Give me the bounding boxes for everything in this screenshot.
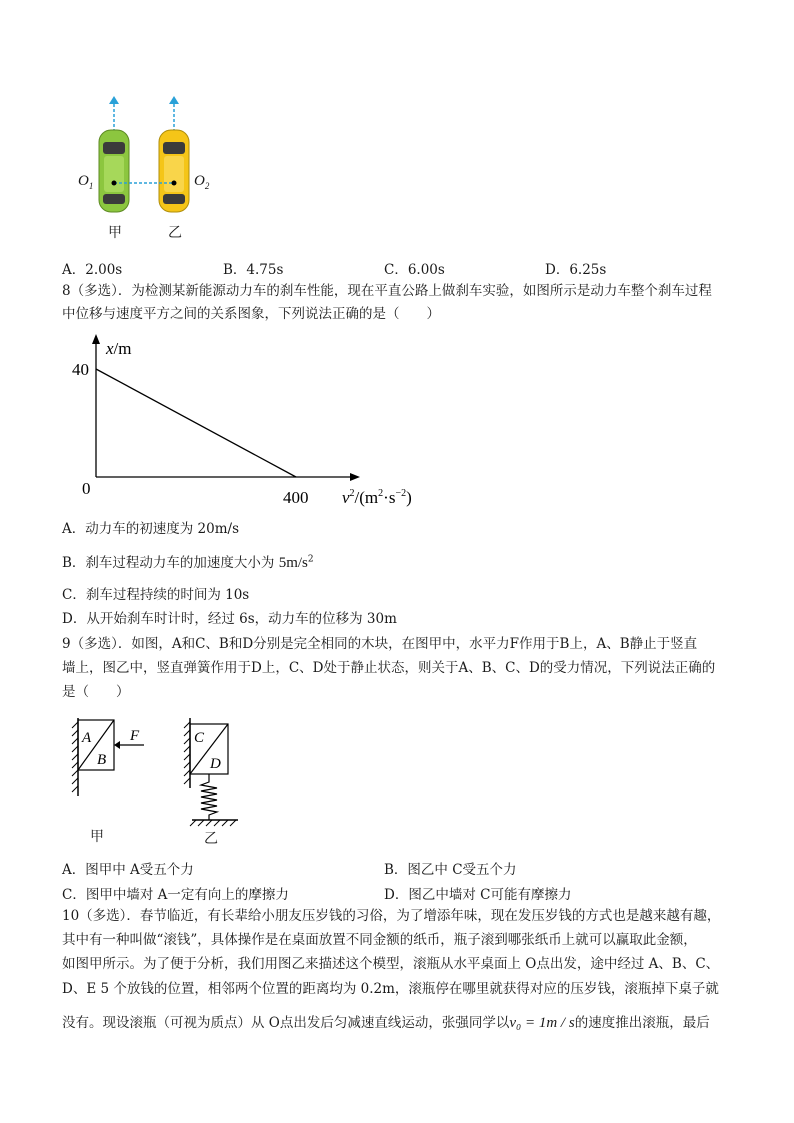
label-block-d: D	[210, 756, 221, 772]
label-block-a: A	[82, 730, 92, 746]
tick-label-y-intercept: 40	[72, 360, 89, 379]
q7-option-d: D．6.25s	[545, 262, 607, 278]
q9-stem-line2: 墙上，图乙中，竖直弹簧作用于D上，C、D处于静止状态，则关于A、B、C、D的受力情况，下列说法正确的	[62, 660, 716, 676]
q7-option-a: A．2.00s	[62, 262, 123, 278]
y-axis-arrow	[92, 334, 100, 344]
q9-caption-yi: 乙	[204, 831, 218, 847]
q10-stem-line5: 没有。现设滚瓶（可视为质点）从 O点出发后匀减速直线运动，张强同学以v₀ = 1m / s的速度推出滚瓶，最后	[62, 1015, 710, 1031]
q9-caption-jia: 甲	[90, 829, 104, 845]
q10-stem-line2: 其中有一种叫做“滚钱”，具体操作是在桌面放置不同金额的纸币，瓶子滚到哪张纸币上就可以赢取此金额，	[62, 932, 697, 948]
x-axis-label: $v^2/(m^2\cdot s^{-2})$	[342, 488, 412, 507]
label-block-b: B	[97, 752, 107, 768]
q9-option-c: C．图甲中墙对 A一定有向上的摩擦力	[62, 887, 289, 903]
q9-figure	[62, 712, 262, 852]
label-block-c: C	[194, 730, 205, 746]
label-o1: $O_1$	[78, 173, 94, 191]
q9-option-a: A．图甲中 A受五个力	[62, 862, 194, 878]
label-force-f: F	[130, 728, 140, 744]
q8-chart	[60, 332, 440, 512]
q10-stem-line3: 如图甲所示。为了便于分析，我们用图乙来描述这个模型，滚瓶从水平桌面上 O点出发，途中经过 A、B、C、	[62, 956, 720, 972]
q10-stem-line4: D、E 5 个放钱的位置，相邻两个位置的距离均为 0.2m，滚瓶停在哪里就获得对应的压岁钱，滚瓶掉下桌子就	[62, 981, 719, 997]
q8-option-d: D．从开始刹车时计时，经过 6s，动力车的位移为 30m	[62, 611, 397, 627]
q8-option-b: B．刹车过程动力车的加速度大小为 $5m/s^2$	[62, 554, 314, 571]
x-axis-arrow	[350, 473, 360, 481]
q8-stem-line1: 8（多选）．为检测某新能源动力车的刹车性能，现在平直公路上做刹车实验，如图所示是动力车整个刹车过程	[62, 283, 712, 299]
q10-stem-line1: 10（多选）．春节临近，有长辈给小朋友压岁钱的习俗，为了增添年味，现在发压岁钱的方式也是越来越有趣，	[62, 908, 721, 924]
q8-option-c: C．刹车过程持续的时间为 10s	[62, 587, 250, 603]
q8-stem-line2: 中位移与速度平方之间的关系图象，下列说法正确的是（ ）	[62, 306, 440, 322]
q8-option-a: A．动力车的初速度为 20m/s	[62, 521, 239, 537]
q9-stem-line3: 是（ ）	[62, 684, 130, 700]
car-caption-jia: 甲	[108, 225, 122, 241]
q9-option-d: D．图乙中墙对 C可能有摩擦力	[384, 887, 572, 903]
tick-label-origin: 0	[82, 479, 91, 498]
label-o2: $O_2$	[194, 173, 210, 191]
y-axis-label: x/m	[106, 339, 132, 358]
q9-stem-line1: 9（多选）．如图，A和C、B和D分别是完全相同的木块，在图甲中，水平力F作用于B上，A、B静止于竖直	[62, 636, 698, 652]
q7-option-b: B．4.75s	[223, 262, 284, 278]
q9-option-b: B．图乙中 C受五个力	[384, 862, 517, 878]
data-line	[96, 369, 296, 477]
xv2-graph	[60, 332, 440, 512]
q7-option-c: C．6.00s	[384, 262, 445, 278]
tick-label-x-intercept: 400	[283, 488, 309, 507]
car-caption-yi: 乙	[168, 225, 182, 241]
cars-figure	[70, 92, 230, 252]
